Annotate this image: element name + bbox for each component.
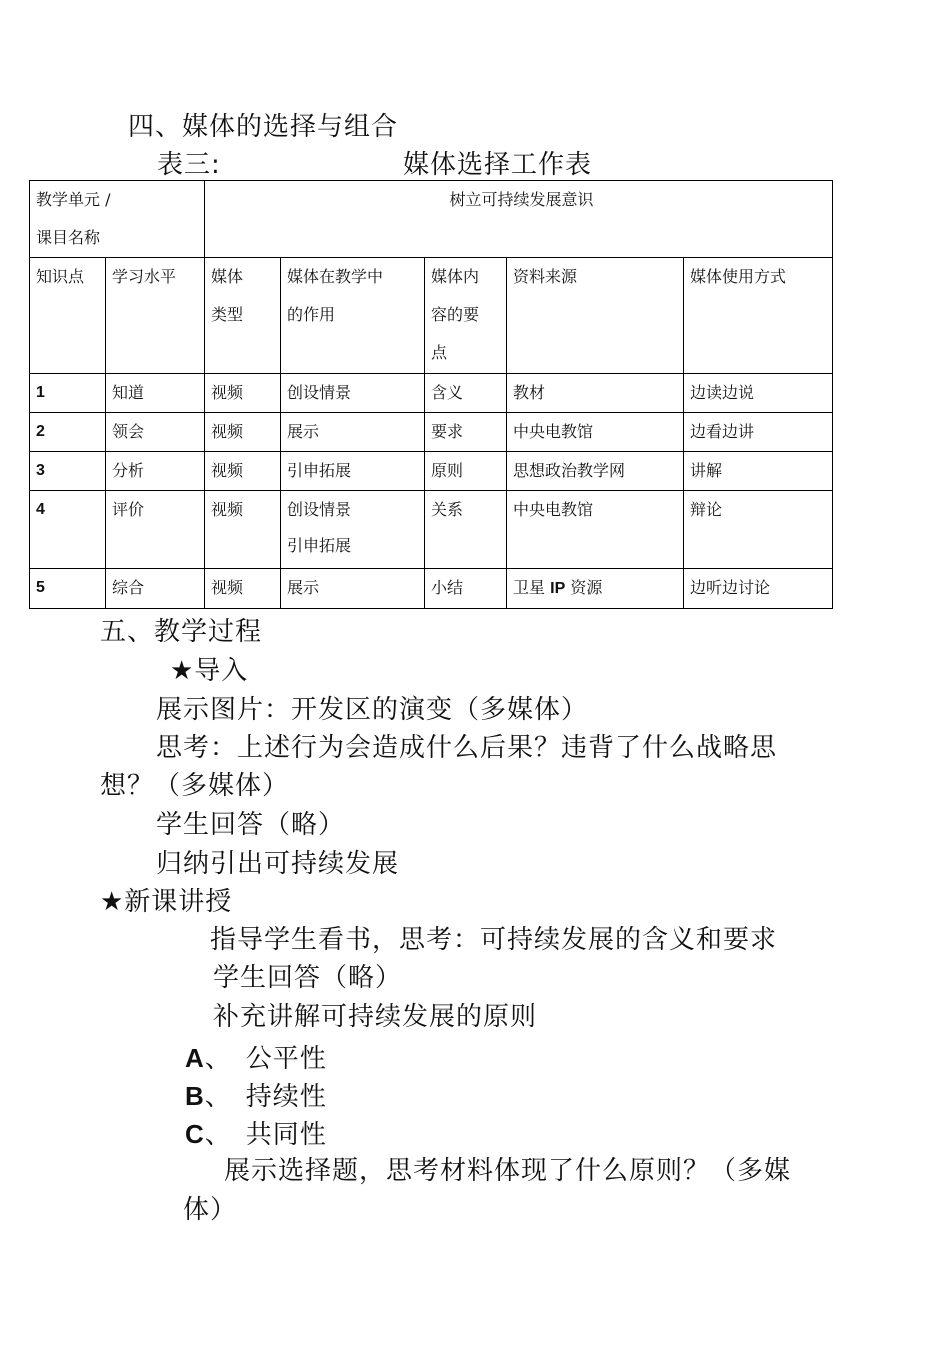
header-knowledge-text: 知识点 [36, 267, 85, 286]
row-type: 视频 [205, 413, 281, 452]
row-usage: 讲解 [684, 452, 833, 491]
intro-line: 学生回答（略） [156, 810, 346, 840]
header-points-line1: 媒体内 [431, 267, 480, 286]
unit-row [30, 181, 833, 258]
row-source: 中央电教馆 [507, 491, 684, 569]
header-role-line1: 媒体在教学中 [287, 267, 384, 286]
principle-text: 公平性 [245, 1044, 327, 1074]
row-type: 视频 [205, 374, 281, 413]
unit-value: 树立可持续发展意识 [449, 190, 594, 209]
section-5-heading: 五、教学过程 [100, 617, 263, 647]
principle-item [185, 1076, 327, 1113]
row-source-ip: IP [550, 580, 566, 597]
header-points [425, 258, 507, 374]
header-level-text: 学习水平 [112, 267, 177, 286]
row-number: 4 [30, 491, 106, 569]
row-number: 3 [30, 452, 106, 491]
principle-separator: 、 [204, 1120, 232, 1150]
header-type-line1: 媒体 [211, 267, 244, 286]
row-source: 教材 [507, 374, 684, 413]
row-type: 视频 [205, 491, 281, 569]
new-lesson-line: 补充讲解可持续发展的原则 [213, 1002, 538, 1032]
row-role-line1: 创设情景 [287, 500, 352, 519]
row-point: 含义 [425, 374, 507, 413]
row-role: 引申拓展 [281, 452, 425, 491]
unit-label-cell [30, 181, 205, 258]
closing-line-1: 展示选择题，思考材料体现了什么原则？（多媒 [224, 1156, 792, 1186]
row-point: 关系 [425, 491, 507, 569]
unit-value-cell [205, 181, 833, 258]
row-role: 展示 [281, 569, 425, 609]
intro-line: 思考：上述行为会造成什么后果？违背了什么战略思 [156, 733, 778, 763]
principle-item [185, 1038, 327, 1075]
header-usage-text: 媒体使用方式 [690, 267, 787, 286]
header-role [281, 258, 425, 374]
principle-separator: 、 [204, 1082, 232, 1112]
row-level: 分析 [106, 452, 205, 491]
row-usage: 边读边说 [684, 374, 833, 413]
table-caption-title: 媒体选择工作表 [403, 150, 593, 180]
header-source-text: 资料来源 [513, 267, 578, 286]
row-level: 领会 [106, 413, 205, 452]
header-role-line2: 的作用 [287, 305, 336, 324]
principle-text: 持续性 [245, 1082, 327, 1112]
intro-line: 想？（多媒体） [100, 771, 290, 801]
row-level: 知道 [106, 374, 205, 413]
row-type: 视频 [205, 569, 281, 609]
table-caption-label: 表三: [157, 150, 221, 180]
media-selection-table [29, 180, 833, 609]
header-level [106, 258, 205, 374]
row-point: 原则 [425, 452, 507, 491]
new-lesson-heading: ★新课讲授 [100, 887, 233, 917]
principle-letter: C [185, 1119, 205, 1149]
principle-separator: 、 [204, 1044, 232, 1074]
row-source [507, 569, 684, 609]
table-row [30, 374, 833, 413]
intro-line: 展示图片：开发区的演变（多媒体） [156, 695, 589, 725]
intro-heading: ★导入 [170, 656, 249, 686]
row-usage: 辩论 [684, 491, 833, 569]
table-row [30, 452, 833, 491]
row-type: 视频 [205, 452, 281, 491]
table-row [30, 413, 833, 452]
principle-letter: B [185, 1081, 205, 1111]
row-number: 2 [30, 413, 106, 452]
row-point: 小结 [425, 569, 507, 609]
new-lesson-line: 指导学生看书，思考：可持续发展的含义和要求 [210, 925, 778, 955]
principle-item [185, 1114, 327, 1151]
row-level: 评价 [106, 491, 205, 569]
row-source: 中央电教馆 [507, 413, 684, 452]
principle-text: 共同性 [245, 1120, 327, 1150]
header-type-line2: 类型 [211, 305, 244, 324]
header-row [30, 258, 833, 374]
row-number: 5 [30, 569, 106, 609]
row-role [281, 491, 425, 569]
row-point: 要求 [425, 413, 507, 452]
header-source [507, 258, 684, 374]
intro-line: 归纳引出可持续发展 [156, 849, 400, 879]
principle-letter: A [185, 1043, 205, 1073]
new-lesson-line: 学生回答（略） [213, 963, 403, 993]
row-role: 创设情景 [281, 374, 425, 413]
row-number: 1 [30, 374, 106, 413]
section-4-heading: 四、媒体的选择与组合 [128, 112, 399, 142]
closing-line-2: 体） [183, 1195, 238, 1225]
header-points-line3: 点 [431, 343, 448, 362]
table-row [30, 491, 833, 569]
header-usage [684, 258, 833, 374]
header-knowledge [30, 258, 106, 374]
table-row [30, 569, 833, 609]
header-points-line2: 容的要 [431, 305, 480, 324]
unit-label-line1: 教学单元 / [36, 190, 111, 209]
row-role: 展示 [281, 413, 425, 452]
row-source: 思想政治教学网 [507, 452, 684, 491]
row-source-suffix: 资源 [570, 578, 603, 597]
row-level: 综合 [106, 569, 205, 609]
header-type [205, 258, 281, 374]
row-usage: 边听边讨论 [684, 569, 833, 609]
unit-label-line2: 课目名称 [36, 228, 101, 247]
row-role-line2: 引申拓展 [287, 536, 352, 555]
row-source-prefix: 卫星 [513, 578, 546, 597]
row-usage: 边看边讲 [684, 413, 833, 452]
